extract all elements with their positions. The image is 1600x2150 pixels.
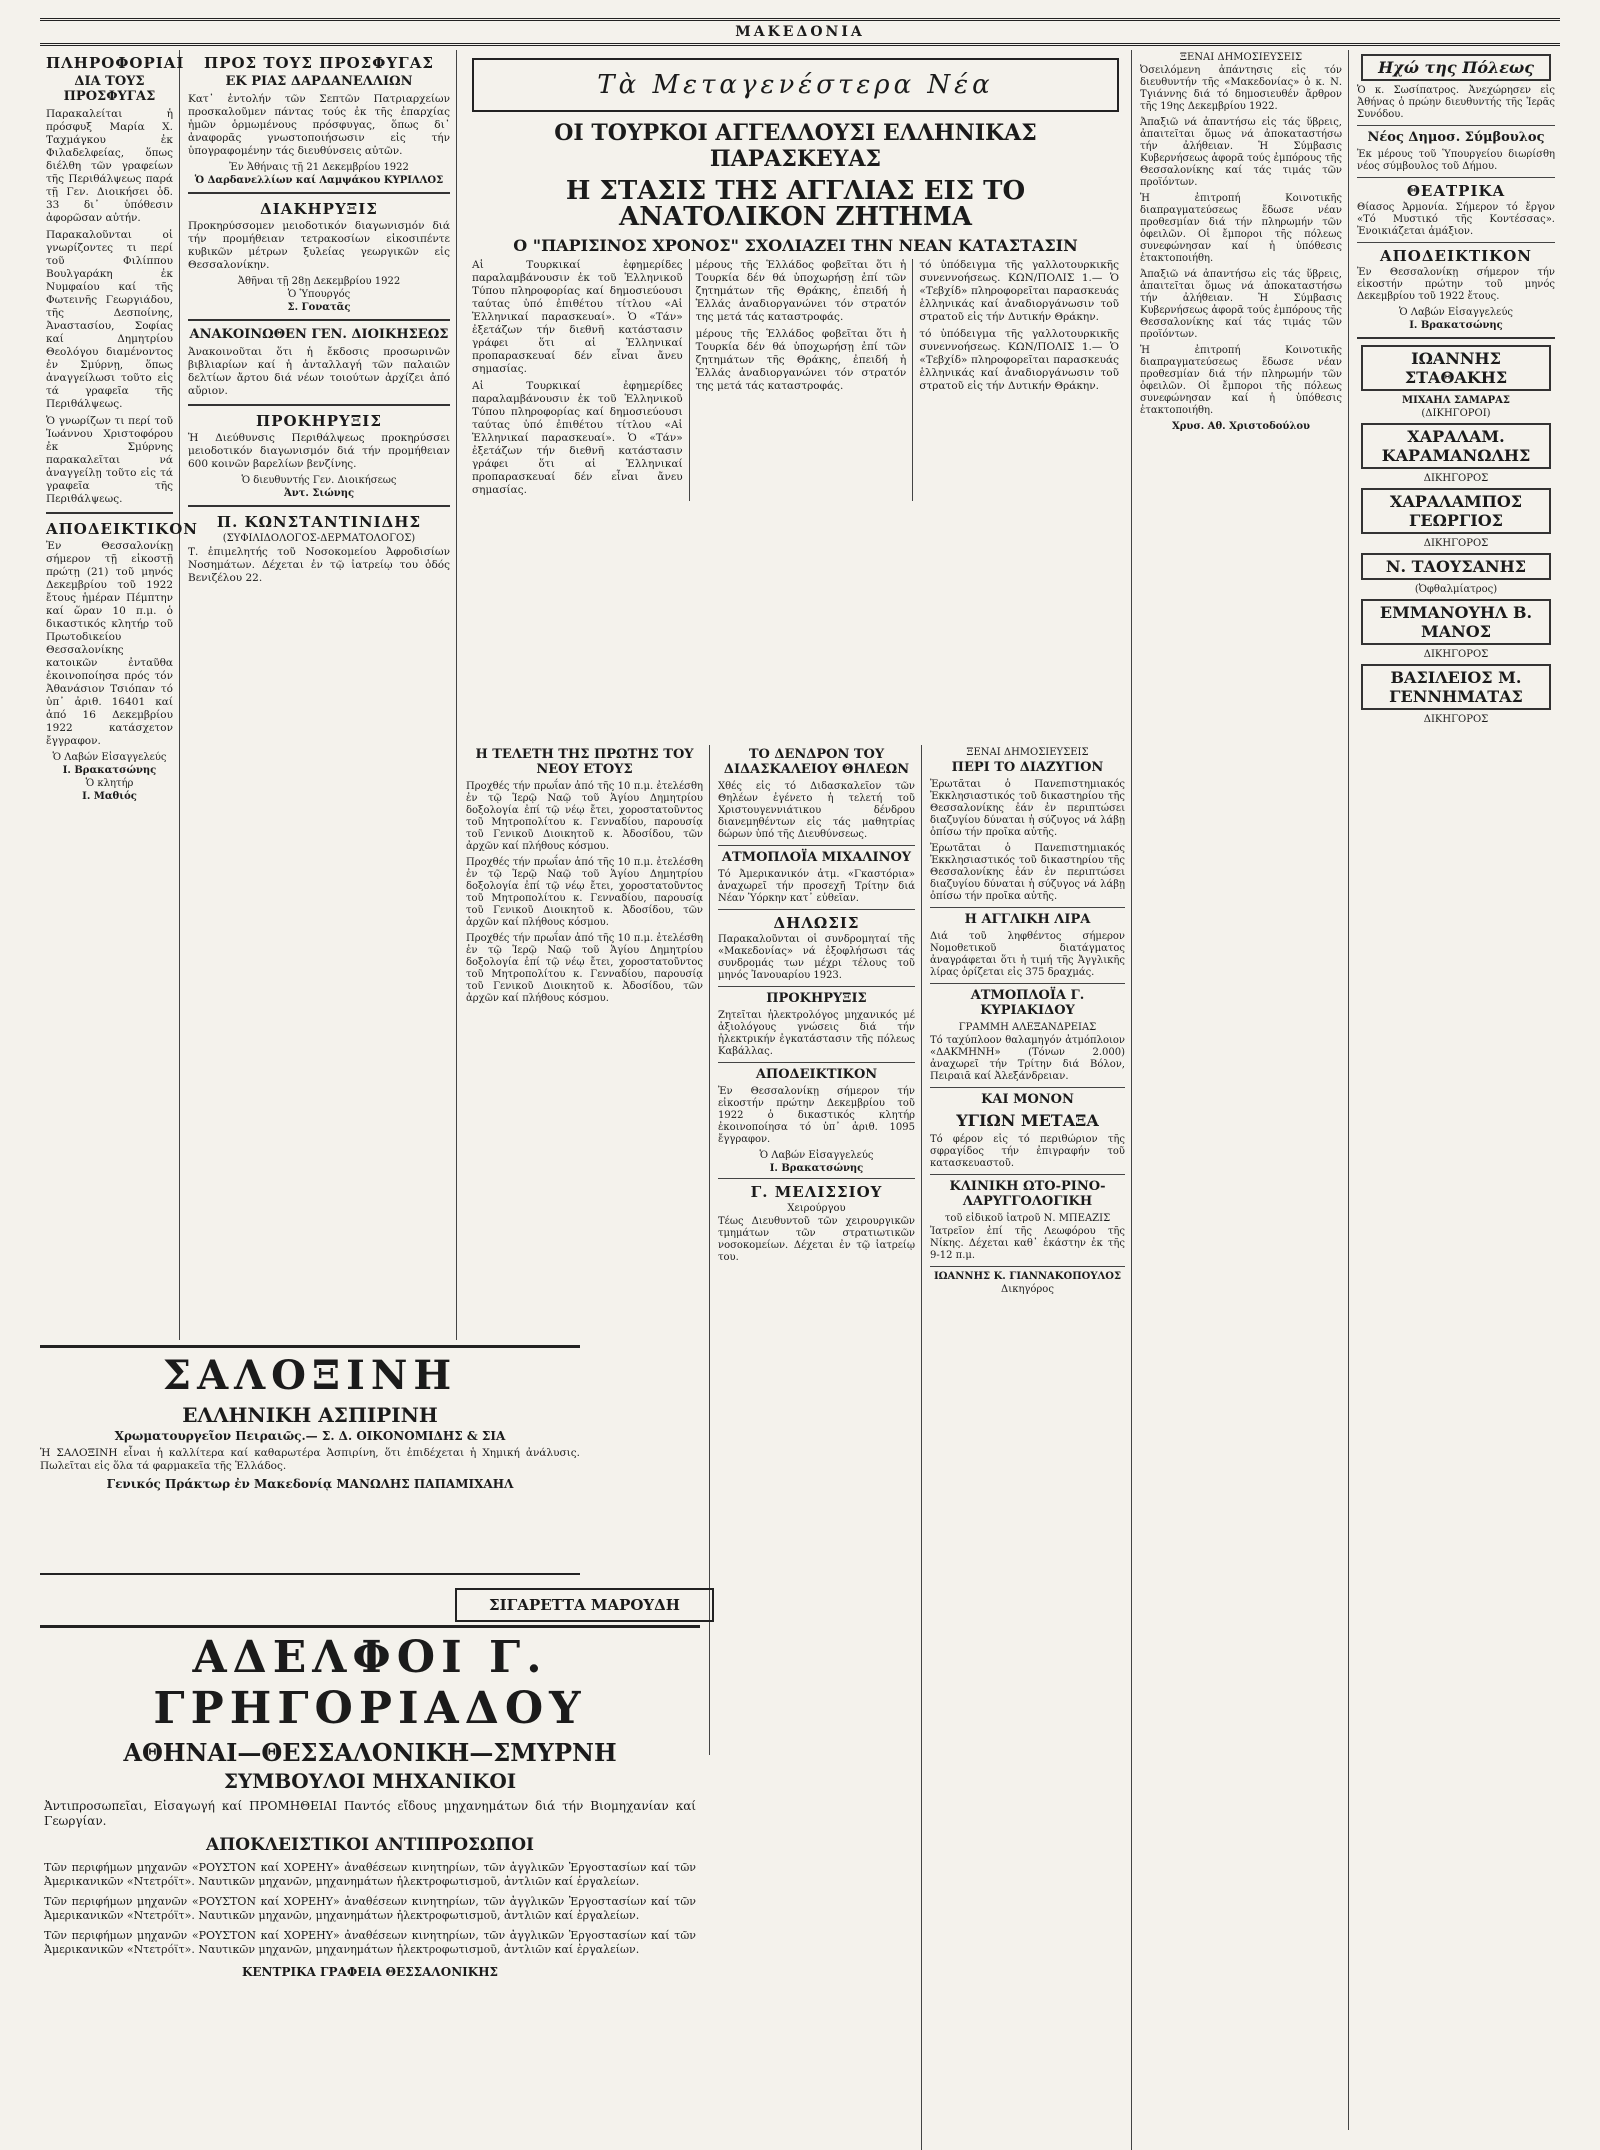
grigoriadou-body-2: Τῶν περιφήμων μηχανῶν «ΡΟΥΣΤΟΝ καί ΧΟΡΕΗΥ» ἀναθέσεων κινητηρίων, τῶν ἀγγλικῶν Ἐργοστασίων καί τῶν Ἀμερικανικῶν «Ντετρόϊτ». Ναυτικῶν μηχανῶν, μηχανημάτων ἠλεκτροφωτισμοῦ, ἀντλιῶν καί ἐργαλείων. xyxy=(44,1895,696,1922)
col2-heading1: ΠΡΟΣ ΤΟΥΣ ΠΡΟΣΦΥΓΑΣ xyxy=(204,54,434,72)
col7-sig1: Ὁ Λαβών Εἰσαγγελεύς xyxy=(1398,307,1514,318)
divorce-body-2: Ἐρωτᾶται ὁ Πανεπιστημιακός Ἐκκλησιαστικός τοῦ δικαστηρίου τῆς Θεσσαλονίκης ἐάν ἐν περιπτώσει διαζυγίου δύναται ἡ σύζυγος νά λάβῃ ὀπίσω τήν προῖκα αὐτῆς. xyxy=(930,843,1125,902)
ad-taousanis: Ν. ΤΑΟΥΣΑΝΗΣ xyxy=(1361,553,1551,580)
grigoriadou-title: ΑΔΕΛΦΟΙ Γ. ΓΡΗΓΟΡΙΑΔΟΥ xyxy=(153,1632,587,1734)
col7-b-body: Ἐκ μέρους τοῦ Ὑπουργείου διωρίσθη νέος σύμβουλος τοῦ Δήμου. xyxy=(1357,149,1555,172)
ad-gennimatas: ΒΑΣΙΛΕΙΟΣ Μ. ΓΕΝΝΗΜΑΤΑΣ xyxy=(1361,664,1551,710)
col2-body3: Ἀνακοινοῦται ὅτι ἡ ἔκδοσις προσωρινῶν βιβλιαρίων καί ἡ ἀνταλλαγή τῶν παλαιῶν δελτίων ἄρτου διά νέων τοιούτων ἀρχίζει ἀπό αὔριον. xyxy=(188,346,450,397)
column-5 xyxy=(924,745,1132,2150)
pound-body: Διά τοῦ ληφθέντος σήμερον Νομοθετικοῦ διατάγματος ἀναγράφεται ὅτι ἡ τιμή τῆς Ἀγγλικῆς λίρας ὁρίζεται εἰς 375 δραχμάς. xyxy=(930,931,1125,978)
ad-georgios-sub: ΔΙΚΗΓΟΡΟΣ xyxy=(1423,538,1489,549)
saloxini-ad xyxy=(40,1345,580,1575)
col2-sig3: Ἀθῆναι τῇ 28ῃ Δεκεμβρίου 1922 xyxy=(237,276,401,287)
col6-heading: ΞΕΝΑΙ ΔΗΜΟΣΙΕΥΣΕΙΣ xyxy=(1179,52,1303,63)
clinic-sub: τοῦ εἰδικοῦ ἰατροῦ Ν. ΜΠΕΑΖΙΣ xyxy=(944,1213,1111,1224)
ad-karamanolis: ΧΑΡΑΛΑΜ. ΚΑΡΑΜΑΝΩΛΗΣ xyxy=(1361,423,1551,469)
grigoriadou-excl: ΑΠΟΚΛΕΙΣΤΙΚΟΙ ΑΝΤΙΠΡΟΣΩΠΟΙ xyxy=(206,1835,534,1855)
divorce-heading: ΠΕΡΙ ΤΟ ΔΙΑΖΥΓΙΟΝ xyxy=(951,760,1104,775)
city-echo-box: Ηχώ της Πόλεως xyxy=(1361,54,1551,81)
grigoriadou-footer: ΚΕΝΤΡΙΚΑ ΓΡΑΦΕΙΑ ΘΕΣΣΑΛΟΝΙΚΗΣ xyxy=(241,1965,499,1979)
ceremony-body-3: Προχθές τήν πρωΐαν ἀπό τῆς 10 π.μ. ἐτελέσθη ἐν τῷ Ἱερῷ Ναῷ τοῦ Ἁγίου Δημητρίου δοξολογία ἐπί τῷ νέῳ ἔτει, χοροστατοῦντος τοῦ Μητροπολίτου κ. Γενναδίου, παρουσίᾳ τοῦ Γενικοῦ Διοικητοῦ κ. Ἀδοσίδου, τῶν ἀρχῶν καί πλήθους κόσμου. xyxy=(466,933,703,1004)
ad-manos-sub: ΔΙΚΗΓΟΡΟΣ xyxy=(1423,649,1489,660)
col2-heading2: ΕΚ ΡΙΑΣ ΔΑΡΔΑΝΕΛΛΙΩΝ xyxy=(225,74,413,89)
center-text-columns xyxy=(466,259,1125,501)
divider xyxy=(1357,177,1555,178)
divider xyxy=(718,1178,915,1179)
receipt-heading: ΑΠΟΔΕΙΚΤΙΚΟΝ xyxy=(755,1067,878,1082)
divider xyxy=(1357,125,1555,126)
ad-samaras: ΜΙΧΑΗΛ ΣΑΜΑΡΑΣ xyxy=(1402,395,1510,406)
lawyer-title: Δικηγόρος xyxy=(1001,1284,1054,1295)
col2-body4: Ἡ Διεύθυνσις Περιθάλψεως προκηρύσσει μειοδοτικόν διαγωνισμόν διά τήν προμήθειαν 600 κοινῶν βαρελίων βενζίνης. xyxy=(188,432,450,470)
divider xyxy=(718,1062,915,1063)
divider xyxy=(930,1087,1125,1088)
saloxini-sub: ΕΛΛΗΝΙΚΗ ΑΣΠΙΡΙΝΗ xyxy=(182,1403,438,1427)
divider xyxy=(188,192,450,194)
ceremony-heading: Η ΤΕΛΕΤΗ ΤΗΣ ΠΡΩΤΗΣ ΤΟΥ ΝΕΟΥ ΕΤΟΥΣ xyxy=(475,747,694,777)
ceremony-body: Προχθές τήν πρωΐαν ἀπό τῆς 10 π.μ. ἐτελέσθη ἐν τῷ Ἱερῷ Ναῷ τοῦ Ἁγίου Δημητρίου δοξολογία ἐπί τῷ νέῳ ἔτει, χοροστατοῦντος τοῦ Μητροπολίτου κ. Γενναδίου, παρουσίᾳ τοῦ Γενικοῦ Διοικητοῦ κ. Ἀδοσίδου, τῶν ἀρχῶν καί πλήθους κόσμου. xyxy=(466,781,703,852)
metaxa-body: Τό φέρον εἰς τό περιθώριον τῆς σφραγίδος τήν ἐπιγραφήν τοῦ κατασκευαστοῦ. xyxy=(930,1134,1125,1169)
ad-georgios: ΧΑΡΑΛΑΜΠΟΣ ΓΕΩΡΓΙΟΣ xyxy=(1361,488,1551,534)
col2-sig7: Ἀντ. Σιώνης xyxy=(283,488,355,499)
divider xyxy=(930,983,1125,984)
declaration-heading: ΔΗΛΩΣΙΣ xyxy=(773,914,860,932)
saloxini-line: Χρωματουργεῖον Πειραιῶς.— Σ. Δ. ΟΙΚΟΝΟΜΙΔΗΣ & ΣΙΑ xyxy=(114,1429,506,1443)
col1-body3: Ὁ γνωρίζων τι περί τοῦ Ἰωάννου Χριστοφόρου ἐκ Σμύρνης παρακαλεῖται νά ἀναγγείλῃ τοῦτο εἰς τά γραφεῖα τῆς Περιθάλψεως. xyxy=(46,415,173,505)
col2-heading3: ΑΝΑΚΟΙΝΩΘΕΝ ΓΕΝ. ΔΙΟΙΚΗΣΕΩΣ xyxy=(189,327,449,342)
ceremony-body-2: Προχθές τήν πρωΐαν ἀπό τῆς 10 π.μ. ἐτελέσθη ἐν τῷ Ἱερῷ Ναῷ τοῦ Ἁγίου Δημητρίου δοξολογία ἐπί τῷ νέῳ ἔτει, χοροστατοῦντος τοῦ Μητροπολίτου κ. Γενναδίου, παρουσίᾳ τοῦ Γενικοῦ Διοικητοῦ κ. Ἀδοσίδου, τῶν ἀρχῶν καί πλήθους κόσμου. xyxy=(466,857,703,928)
col7-sig2: Ι. Βρακατσώνης xyxy=(1409,320,1503,331)
col2-body2: Προκηρύσσομεν μειοδοτικόν διαγωνισμόν διά τήν προμήθειαν τετρακοσίων εἰκοσιπέντε κυβικῶν μέτρων ξυλείας γεωργικῶν εἰς Θεσσαλονίκην. xyxy=(188,220,450,271)
headline-1: ΟΙ ΤΟΥΡΚΟΙ ΑΓΓΕΛΛΟΥΣΙ ΕΛΛΗΝΙΚΑΣ ΠΑΡΑΣΚΕΥΑΣ xyxy=(554,120,1037,172)
center-subcol-3 xyxy=(913,259,1125,501)
saloxini-agent: Γενικός Πράκτωρ ἐν Μακεδονίᾳ ΜΑΝΩΛΗΣ ΠΑΠΑΜΙΧΑΗΛ xyxy=(106,1477,514,1491)
col7-receipt-body: Ἐν Θεσσαλονίκῃ σήμερον τήν εἰκοστήν πρώτην τοῦ μηνός Δεκεμβρίου τοῦ 1922 ἔτους. xyxy=(1357,267,1555,302)
col7-body1: Ὁ κ. Σωσίπατρος. Ἀνεχώρησεν εἰς Ἀθήνας ὁ πρώην διευθυντής τῆς Ἱερᾶς Συνόδου. xyxy=(1357,85,1555,120)
grigoriadou-ad xyxy=(40,1625,700,2135)
col2-heading2b: ΔΙΑΚΗΡΥΞΙΣ xyxy=(260,200,378,218)
center-c1: Αἱ Τουρκικαί ἐφημερίδες παραλαμβάνουσιν ἐκ τοῦ Ἑλληνικοῦ Τύπου πληροφορίας καί δημοσιεύουσι ταύτας ὑπό ἐπιθέτου τίτλου «Αἱ Ἑλληνικαί παρασκευαί». Ὁ «Τάν» ἐξετάζων τήν διεθνῆ κατάστασιν γράφει ὅτι αἱ Ἑλληνικαί προπαρασκευαί δέν εἶναι ἄνευ σημασίας. xyxy=(472,259,683,375)
melissiou-body: Τέως Διευθυντοῦ τῶν χειρουργικῶν τμημάτων τῶν στρατιωτικῶν νοσοκομείων. Δέχεται ἐν τῷ ἰατρείῳ του. xyxy=(718,1216,915,1263)
col5-foreign-pub: ΞΕΝΑΙ ΔΗΜΟΣΙΕΥΣΕΙΣ xyxy=(966,747,1089,758)
col6-body3-repeat: Ἡ ἐπιτροπή Κοινοτικῆς διαπραγματεύσεως ἔδωσε νέαν προθεσμίαν διά τήν πληρωμήν τῶν ὀφειλῶν. Οἱ ἔμποροι τῆς πόλεως συνεφώνησαν καί ἡ ὑπόθεσις ἐτακτοποιήθη. xyxy=(1140,345,1342,416)
divorce-body: Ἐρωτᾶται ὁ Πανεπιστημιακός Ἐκκλησιαστικός τοῦ δικαστηρίου τῆς Θεσσαλονίκης ἐάν ἐν περιπτώσει διαζυγίου δύναται ἡ σύζυγος νά λάβῃ ὀπίσω τήν προῖκα αὐτῆς. xyxy=(930,779,1125,838)
col1-sig3: Ὁ κλητήρ xyxy=(85,778,134,789)
declaration-body: Παρακαλοῦνται οἱ συνδρομηταί τῆς «Μακεδονίας» νά ἐξοφλήσωσι τάς συνδρομάς των μέχρι τέλους τοῦ μηνός Ἰανουαρίου 1923. xyxy=(718,934,915,981)
col1-sig1: Ὁ Λαβών Εἰσαγγελεύς xyxy=(52,752,167,763)
column-2 xyxy=(182,50,457,1340)
clinic-heading: ΚΛΙΝΙΚΗ ΩΤΟ-ΡΙΝΟ-ΛΑΡΥΓΓΟΛΟΓΙΚΗ xyxy=(949,1179,1106,1209)
saloxini-title: ΣΑΛΟΞΙΝΗ xyxy=(162,1352,458,1399)
ad-karamanolis-sub: ΔΙΚΗΓΟΡΟΣ xyxy=(1423,473,1489,484)
only-heading: ΚΑΙ ΜΟΝΟΝ xyxy=(981,1092,1074,1107)
col1-body4: Ἐν Θεσσαλονίκῃ σήμερον τῇ εἰκοστῇ πρώτῃ (21) τοῦ μηνός Δεκεμβρίου τοῦ 1922 ἔτους ἡμέραν Πέμπτην καί ὥραν 10 π.μ. ὁ δικαστικός κλητήρ τοῦ Πρωτοδικείου Θεσσαλονίκης κατοικῶν ἐνταῦθα ἐκοινοποίησα πρός τόν Ἀθανάσιον Τσιόπαν τό ὑπ᾽ ἀριθ. 16401 καί ἀπό 16 Δεκεμβρίου 1922 κατάσχετον ἔγγραφον. xyxy=(46,540,173,747)
col7-receipt-heading: ΑΠΟΔΕΙΚΤΙΚΟΝ xyxy=(1380,247,1532,265)
col2-sig2: Ὁ Δαρδανελλίων καί Λαμψάκου ΚΥΡΙΛΛΟΣ xyxy=(194,175,444,186)
col1-heading3: ΑΠΟΔΕΙΚΤΙΚΟΝ xyxy=(46,520,198,538)
pound-heading: Η ΑΓΓΛΙΚΗ ΛΙΡΑ xyxy=(964,912,1091,927)
center-top xyxy=(460,50,1132,810)
kyriakidou-heading: ΑΤΜΟΠΛΟΪΑ Γ. ΚΥΡΙΑΚΙΔΟΥ xyxy=(970,988,1085,1018)
divider xyxy=(930,907,1125,908)
center-c2-repeat: μέρους τῆς Ἑλλάδος φοβεῖται ὅτι ἡ Τουρκία δέν θά ὑποχωρήσῃ ἐπί τῶν ζητημάτων τῆς Θράκης, ἐπειδή ἡ Ἑλλάς ἀναδιοργανώνει τόν στρατόν της μετά τάς καταστροφάς. xyxy=(695,328,907,392)
column-6 xyxy=(1134,50,1349,2130)
divider xyxy=(930,1174,1125,1175)
tree-body: Χθές εἰς τό Διδασκαλεῖον τῶν Θηλέων ἐγένετο ἡ τελετή τοῦ Χριστουγεννιάτικου δένδρου διανεμηθέντων εἰς τάς μαθητρίας δώρων ὑπό τῆς Διευθύνσεως. xyxy=(718,781,915,840)
column-1 xyxy=(40,50,198,1340)
divider xyxy=(188,505,450,507)
divider xyxy=(1357,242,1555,243)
col2-heading4: ΠΡΟΚΗΡΥΞΙΣ xyxy=(256,412,382,430)
grigoriadou-body-3: Τῶν περιφήμων μηχανῶν «ΡΟΥΣΤΟΝ καί ΧΟΡΕΗΥ» ἀναθέσεων κινητηρίων, τῶν ἀγγλικῶν Ἐργοστασίων καί τῶν Ἀμερικανικῶν «Ντετρόϊτ». Ναυτικῶν μηχανῶν, μηχανημάτων ἠλεκτροφωτισμοῦ, ἀντλιῶν καί ἐργαλείων. xyxy=(44,1929,696,1956)
col6-body2: Ἀπαξιῶ νά ἀπαντήσω εἰς τάς ὕβρεις, ἀπαιτεῖται ὅμως νά ἀποκαταστήσω τήν ἀλήθειαν. Ἡ Σύμβασις Κυβερνήσεως ἀφορᾶ τούς ἐμπόρους τῆς Θεσσαλονίκης καί τάς τιμάς τῶν προϊόντων. xyxy=(1140,117,1342,188)
melissiou-sub: Χειρούργου xyxy=(787,1203,846,1214)
kyriakidou-body: Τό ταχύπλοον θαλαμηγόν ἀτμόπλοιον «ΔΑΚΜΗΝΗ» (Τόνων 2.000) ἀναχωρεῖ τήν Τρίτην διά Βόλον, Πειραιᾶ καί Ἀλεξάνδρειαν. xyxy=(930,1035,1125,1082)
col1-heading1: ΠΛΗΡΟΦΟΡΙΑΙ xyxy=(46,54,185,72)
col6-body1: Ὀσειλόμενη ἀπάντησις εἰς τόν διευθυντήν τῆς «Μακεδονίας» ὁ κ. Ν. Τγιάννης διά τό δημοσιευθέν ἄρθρον τῆς 19ης Δεκεμβρίου 1922. xyxy=(1140,65,1342,112)
divider xyxy=(1357,337,1555,339)
col2-body1: Κατ᾽ ἐντολήν τῶν Σεπτῶν Πατριαρχείων προσκαλοῦμεν πάντας τούς ἐκ τῆς ἐπαρχίας ἡμῶν ὁρμωμένους πρόσφυγας, ὅπως δι᾽ ἀναφορᾶς γνωστοποιήσωσιν εἰς τήν ὑπογραφομένην τάς διευθύνσεις αὐτῶν. xyxy=(188,93,450,157)
center-lower-2 xyxy=(712,745,922,2150)
col2-sub5: (ΣΥΦΙΛΙΔΟΛΟΓΟΣ-ΔΕΡΜΑΤΟΛΟΓΟΣ) xyxy=(222,533,416,544)
theatre-heading: ΘΕΑΤΡΙΚΑ xyxy=(1406,182,1506,200)
center-subcol-2 xyxy=(690,259,914,501)
ad-samaras-sub: (ΔΙΚΗΓΟΡΟΙ) xyxy=(1421,408,1491,419)
ad-stathakis: ΙΩΑΝΝΗΣ ΣΤΑΘΑΚΗΣ xyxy=(1361,345,1551,391)
col6-body3: Ἡ ἐπιτροπή Κοινοτικῆς διαπραγματεύσεως ἔδωσε νέαν προθεσμίαν διά τήν πληρωμήν τῶν ὀφειλῶν. Οἱ ἔμποροι τῆς πόλεως συνεφώνησαν καί ἡ ὑπόθεσις ἐτακτοποιήθη. xyxy=(1140,193,1342,264)
divider xyxy=(718,845,915,846)
divider xyxy=(188,404,450,406)
col2-body5: Τ. ἐπιμελητής τοῦ Νοσοκομείου Ἀφροδισίων Νοσημάτων. Δέχεται ἐν τῷ ἰατρείῳ του ὁδός Βενιζέλου 22. xyxy=(188,546,450,584)
headline-3: Ο "ΠΑΡΙΣΙΝΟΣ ΧΡΟΝΟΣ" ΣΧΟΛΙΑΖΕΙ ΤΗΝ ΝΕΑΝ ΚΑΤΑΣΤΑΣΙΝ xyxy=(513,236,1078,255)
divider xyxy=(930,1266,1125,1267)
grigoriadou-sub: ΣΥΜΒΟΥΛΟΙ ΜΗΧΑΝΙΚΟΙ xyxy=(223,1769,517,1793)
col2-heading5: Π. ΚΩΝΣΤΑΝΤΙΝΙΔΗΣ xyxy=(216,513,422,531)
col1-sig2: Ι. Βρακατσώνης xyxy=(62,765,157,776)
col1-body1: Παρακαλείται ἡ πρόσφυξ Μαρία Χ. Ταχμάγκου ἐκ Φιλαδελφείας, ὅπως διέλθη τῶν γραφείων τῆς Περιθάλψεως παρά τῇ Γεν. Διοικήσει ὁδ. 33 δι᾽ ὑπόθεσιν ἀφορῶσαν αὐτήν. xyxy=(46,108,173,224)
receipt-sig2: Ι. Βρακατσώνης xyxy=(769,1163,864,1174)
center-c1-repeat: Αἱ Τουρκικαί ἐφημερίδες παραλαμβάνουσιν ἐκ τοῦ Ἑλληνικοῦ Τύπου πληροφορίας καί δημοσιεύουσι ταύτας ὑπό ἐπιθέτου τίτλου «Αἱ Ἑλληνικαί παρασκευαί». Ὁ «Τάν» ἐξετάζων τήν διεθνῆ κατάστασιν γράφει ὅτι αἱ Ἑλληνικαί προπαρασκευαί δέν εἶναι ἄνευ σημασίας. xyxy=(472,380,683,496)
lawyer-name: ΙΩΑΝΝΗΣ Κ. ΓΙΑΝΝΑΚΟΠΟΥΛΟΣ xyxy=(933,1271,1122,1282)
ad-taousanis-sub: (Ὀφθαλμίατρος) xyxy=(1414,584,1498,595)
col1-body2: Παρακαλοῦνται οἱ γνωρίζοντες τι περί τοῦ Φιλίππου Βουλγαράκη ἐκ Νυμφαίου καί τῆς Φωτεινῆς Γεωργιάδου, τῆς Δεσποίνης, Ἀναστασίου, Σοφίας καί Δημητρίου Θεολόγου διαμένοντος ἐν Σμύρνῃ, ὅπως ἀναγγείλωσι τοῦτο εἰς τά γραφεῖα τῆς Περιθάλψεως. xyxy=(46,229,173,410)
masthead-bar xyxy=(40,18,1560,46)
divider xyxy=(188,319,450,321)
metaxa-heading: ΥΓΙΩΝ ΜΕΤΑΞΑ xyxy=(956,1111,1099,1130)
proclamation-body: Ζητεῖται ἠλεκτρολόγος μηχανικός μέ ἀξιολόγους γνώσεις διά τήν ἠλεκτρικήν ἐγκατάστασιν τῆς πόλεως Καβάλλας. xyxy=(718,1010,915,1057)
center-c3: τό ὑπόδειγμα τῆς γαλλοτουρκικῆς συνεννοήσεως. ΚΩΝ/ΠΟΛΙΣ 1.— Ὁ «Τεβχίδ» πληροφορεῖται παρασκευάς ἑλληνικάς καί ἀναδιοργάνωσιν τοῦ στρατοῦ εἰς τήν Δυτικήν Θράκην. xyxy=(919,259,1119,323)
receipt-sig1: Ὁ Λαβών Εἰσαγγελεύς xyxy=(759,1150,874,1161)
ad-manos: ΕΜΜΑΝΟΥΗΛ Β. ΜΑΝΟΣ xyxy=(1361,599,1551,645)
cigarette-ad: ΣΙΓΑΡΕΤΤΑ ΜΑΡΟΥΔΗ xyxy=(455,1588,714,1622)
col2-sig5: Σ. Γονατᾶς xyxy=(287,302,351,313)
col2-sig6: Ὁ διευθυντής Γεν. Διοικήσεως xyxy=(241,475,397,486)
michalinos-heading: ΑΤΜΟΠΛΟΪΑ ΜΙΧΑΛΙΝΟΥ xyxy=(721,850,912,865)
col2-sig1: Ἐν Ἀθήναις τῇ 21 Δεκεμβρίου 1922 xyxy=(229,162,409,173)
col1-heading2: ΔΙΑ ΤΟΥΣ ΠΡΟΣΦΥΓΑΣ xyxy=(63,74,156,104)
receipt-body: Ἐν Θεσσαλονίκῃ σήμερον τήν εἰκοστήν πρώτην Δεκεμβρίου τοῦ 1922 ὁ δικαστικός κλητήρ ἐκοινοποίησα τό ὑπ᾽ ἀριθ. 1095 ἔγγραφον. xyxy=(718,1086,915,1145)
grigoriadou-cities: ΑΘΗΝΑΙ—ΘΕΣΣΑΛΟΝΙΚΗ—ΣΜΥΡΝΗ xyxy=(123,1738,617,1767)
center-c3-repeat: τό ὑπόδειγμα τῆς γαλλοτουρκικῆς συνεννοήσεως. ΚΩΝ/ΠΟΛΙΣ 1.— Ὁ «Τεβχίδ» πληροφορεῖται παρασκευάς ἑλληνικάς καί ἀναδιοργάνωσιν τοῦ στρατοῦ εἰς τήν Δυτικήν Θράκην. xyxy=(919,328,1119,392)
col2-sig4: Ὁ Ὑπουργός xyxy=(287,289,351,300)
tree-heading: ΤΟ ΔΕΝΔΡΟΝ ΤΟΥ ΔΙΔΑΣΚΑΛΕΙΟΥ ΘΗΛΕΩΝ xyxy=(723,747,910,777)
proclamation-heading: ΠΡΟΚΗΡΥΞΙΣ xyxy=(766,991,867,1006)
theatre-body: Θίασος Ἀρμονία. Σήμερον τό ἔργον «Τό Μυστικό τῆς Κοντέσσας». Ἐνοικιάζεται ἀμάξιον. xyxy=(1357,202,1555,237)
michalinos-body: Τό Ἀμερικανικόν ἀτμ. «Γκαστόρια» ἀναχωρεῖ τήν προσεχῆ Τρίτην διά Νέαν Ὑόρκην κατ᾽ εὐθεῖαν. xyxy=(718,869,915,904)
grigoriadou-line: Ἀντιπροσωπεῖαι, Εἰσαγωγή καί ΠΡΟΜΗΘΕΙΑΙ Παντός εἴδους μηχανημάτων διά τήν Βιομηχανίαν καί Γεωργίαν. xyxy=(44,1799,696,1828)
center-c2: μέρους τῆς Ἑλλάδος φοβεῖται ὅτι ἡ Τουρκία δέν θά ὑποχωρήσῃ ἐπί τῶν ζητημάτων τῆς Θράκης, ἐπειδή ἡ Ἑλλάς ἀναδιοργανώνει τόν στρατόν της μετά τάς καταστροφάς. xyxy=(695,259,907,323)
divider xyxy=(718,909,915,910)
saloxini-body: Ἡ ΣΑΛΟΞΙΝΗ εἶναι ἡ καλλίτερα καί καθαρωτέρα Ἀσπιρίνη, ὅτι ἐπιδέχεται ἡ Χημική ἀνάλυσις. Πωλεῖται εἰς ὅλα τά φαρμακεῖα τῆς Ἑλλάδος. xyxy=(40,1447,580,1472)
col6-sig: Χρυσ. Αθ. Χριστοδούλου xyxy=(1172,421,1310,432)
divider xyxy=(718,986,915,987)
col6-body2-repeat: Ἀπαξιῶ νά ἀπαντήσω εἰς τάς ὕβρεις, ἀπαιτεῖται ὅμως νά ἀποκαταστήσω τήν ἀλήθειαν. Ἡ Σύμβασις Κυβερνήσεως ἀφορᾶ τούς ἐμπόρους τῆς Θεσσαλονίκης καί τάς τιμάς τῶν προϊόντων. xyxy=(1140,269,1342,340)
divider xyxy=(46,512,173,514)
grigoriadou-body: Τῶν περιφήμων μηχανῶν «ΡΟΥΣΤΟΝ καί ΧΟΡΕΗΥ» ἀναθέσεων κινητηρίων, τῶν ἀγγλικῶν Ἐργοστασίων καί τῶν Ἀμερικανικῶν «Ντετρόϊτ». Ναυτικῶν μηχανῶν, μηχανημάτων ἠλεκτροφωτισμοῦ, ἀντλιῶν καί ἐργαλείων. xyxy=(44,1861,696,1888)
clinic-body: Ἰατρεῖον ἐπί τῆς Λεωφόρου τῆς Νίκης. Δέχεται καθ᾽ ἑκάστην ἐκ τῆς 9-12 π.μ. xyxy=(930,1226,1125,1261)
center-subcol-1 xyxy=(466,259,690,501)
col1-sig4: Ι. Μαθιός xyxy=(82,791,137,802)
melissiou-heading: Γ. ΜΕΛΙΣΣΙΟΥ xyxy=(750,1183,883,1201)
headline-2: Η ΣΤΑΣΙΣ ΤΗΣ ΑΓΓΛΙΑΣ ΕΙΣ ΤΟ ΑΝΑΤΟΛΙΚΟΝ ΖΗΤΗΜΑ xyxy=(565,176,1026,232)
col7-head-b: Νέος Δημοσ. Σύμβουλος xyxy=(1367,130,1545,145)
ad-gennimatas-sub: ΔΙΚΗΓΟΡΟΣ xyxy=(1423,714,1489,725)
column-7 xyxy=(1351,50,1561,2130)
masthead-title: ΜΑΚΕΔΟΝΙΑ xyxy=(735,24,865,40)
kyriakidou-sub: ΓΡΑΜΜΗ ΑΛΕΞΑΝΔΡΕΙΑΣ xyxy=(958,1022,1097,1033)
banner-box: Τὰ Μεταγενέστερα Νέα xyxy=(472,58,1119,112)
